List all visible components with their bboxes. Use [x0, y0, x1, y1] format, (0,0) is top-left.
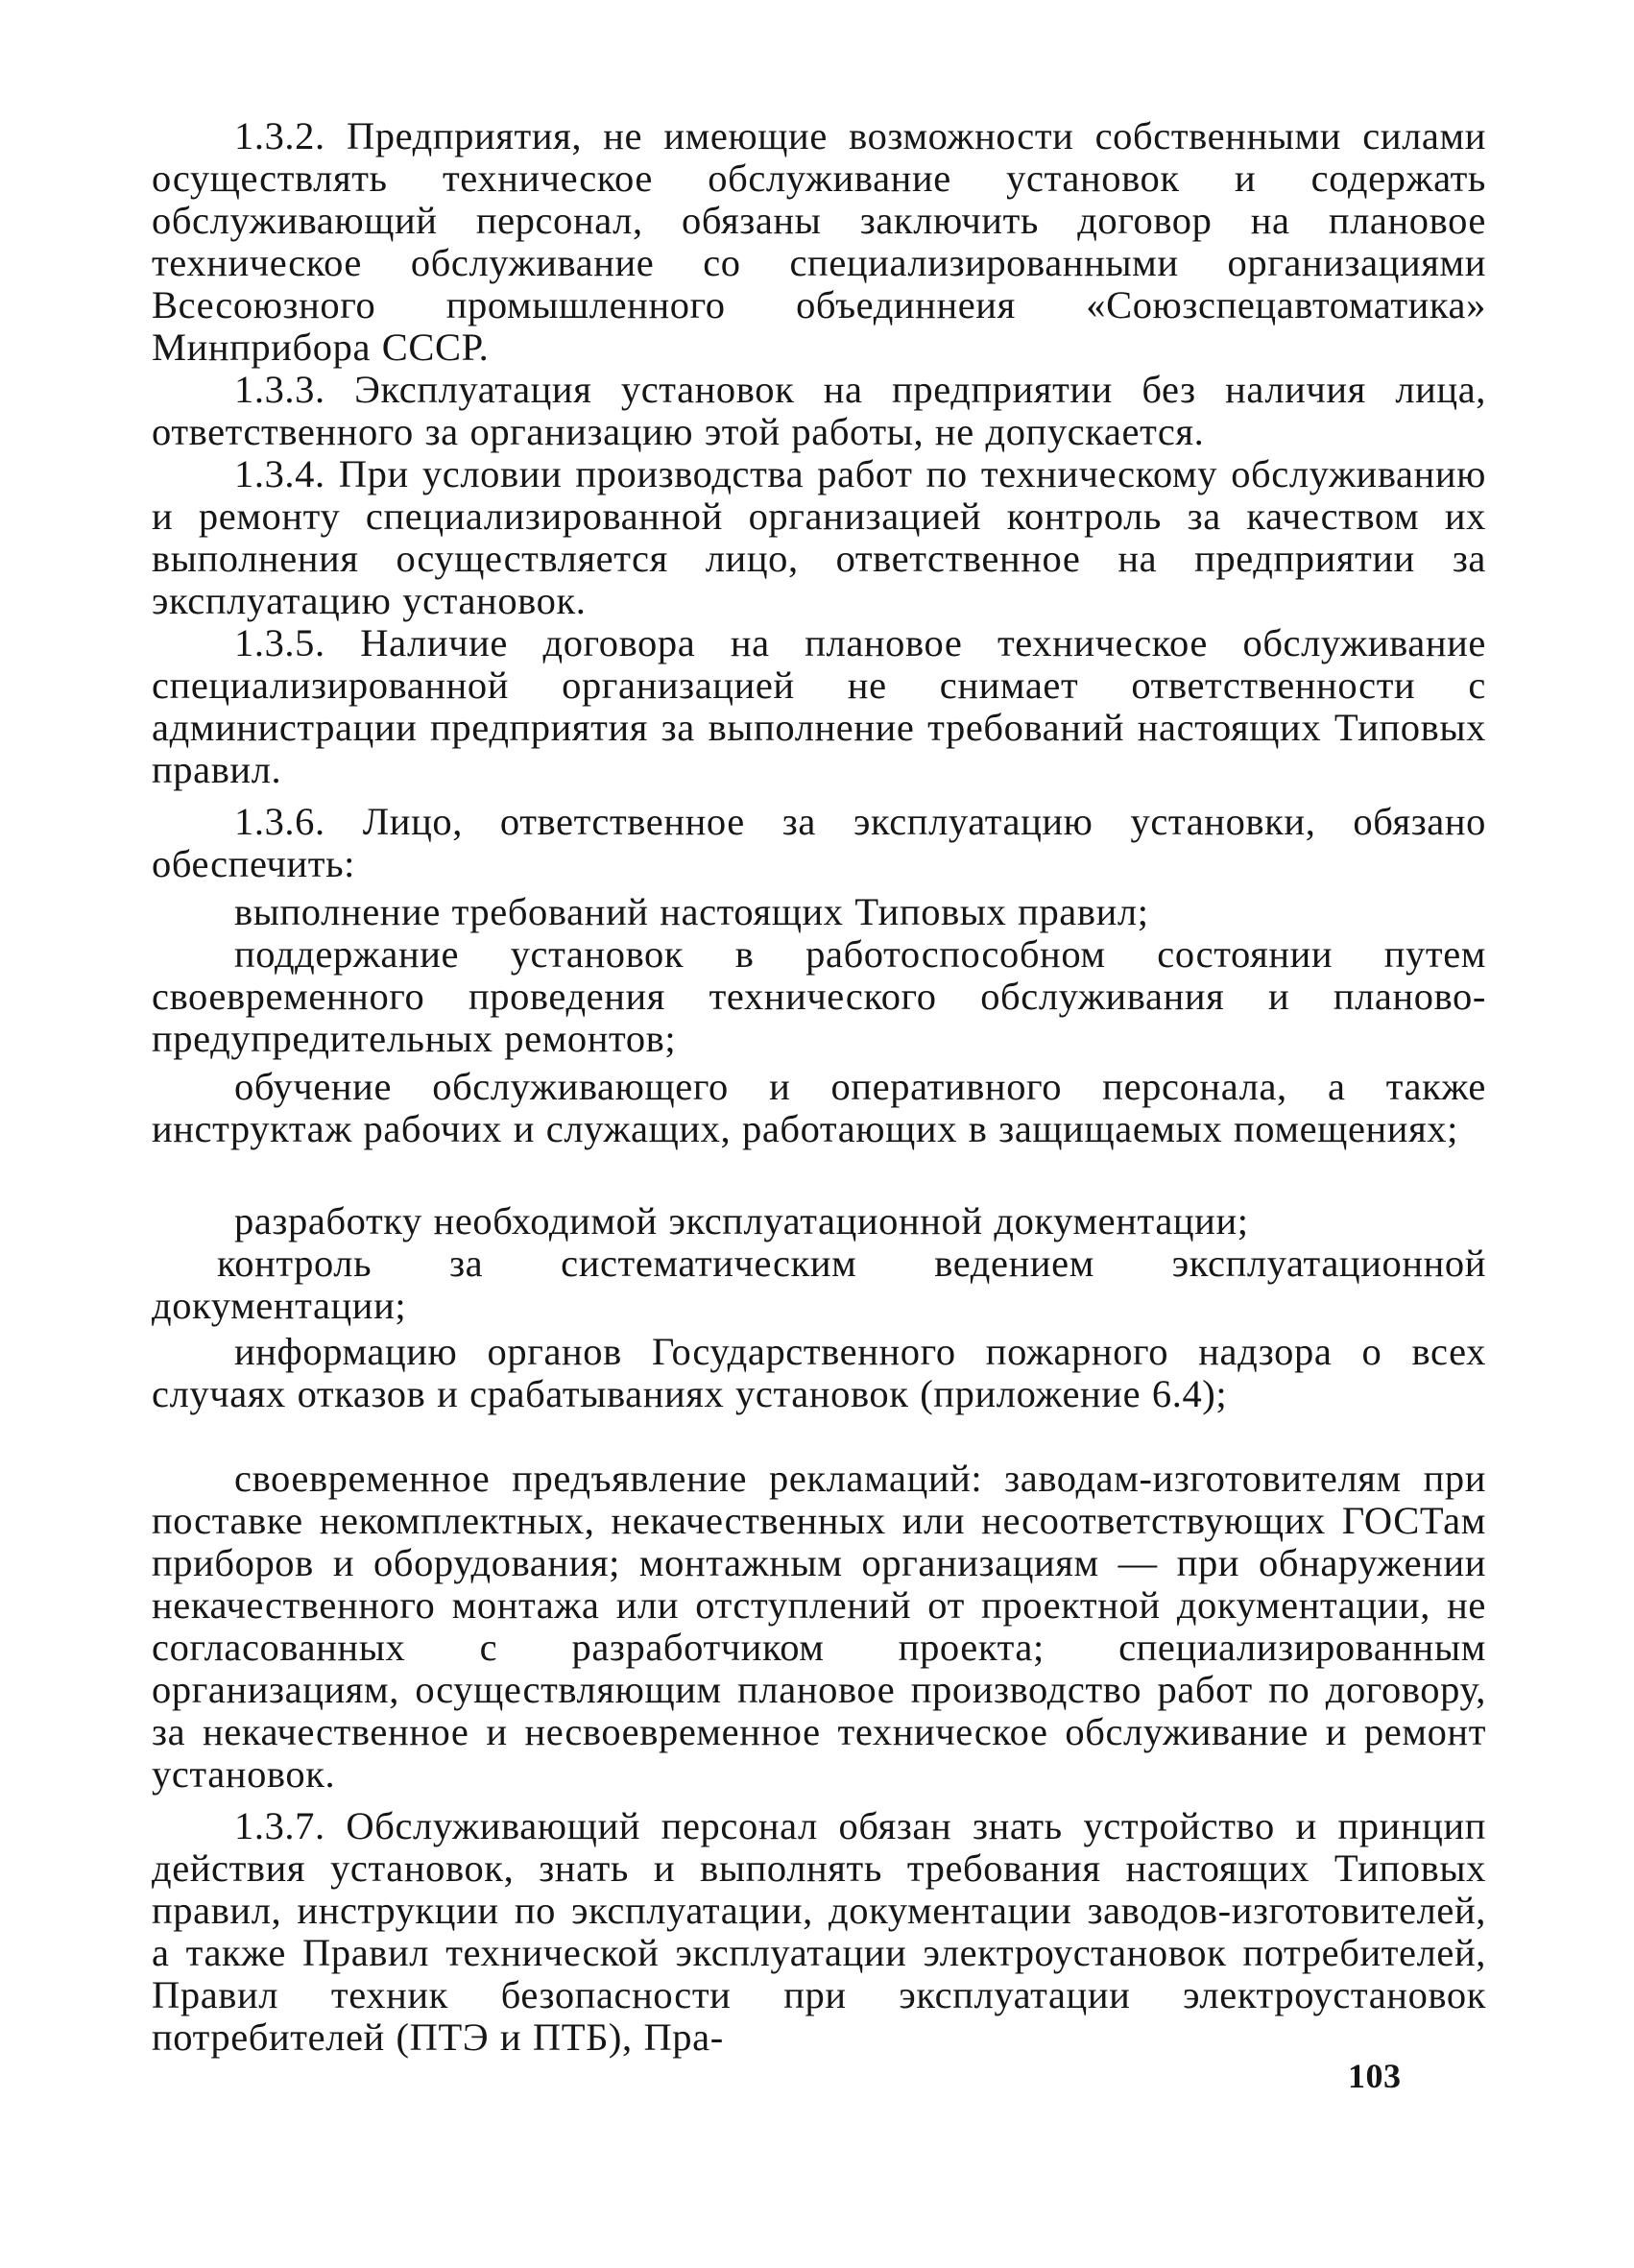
paragraph-1-3-5: 1.3.5. Наличие договора на плановое техническое обслуживание специализированной организацией не снимает ответственности с администрации предприятия за выполнение требований настоящих Типовых правил. — [152, 621, 1486, 791]
paragraph-1-3-4: 1.3.4. При условии производства работ по техническому обслуживанию и ремонту специализированной организацией контроль за качеством их выполнения осуществляется лицо, ответственное на предприятии за эксплуатацию установок. — [152, 452, 1486, 622]
paragraph-1-3-2: 1.3.2. Предприятия, не имеющие возможности собственными силами осуществлять техническое обслуживание установок и содержать обслуживающий персонал, обязаны заключить договор на плановое техническое обслуживание со специализированными организациями Всесоюзного промышленного объединнеия «Союзспецавтоматика» Минприбора СССР. — [152, 114, 1486, 369]
page-number: 103 — [1348, 2057, 1402, 2095]
list-item-claims: своевременное предъявление рекламаций: заводам-изготовителям при поставке некомплектных, некачественных или несоответствующих ГОСТам приборов и оборудования; монтажным организациям — при обнаружении некачественного монтажа или отступлений от проектной документации, не согласованных с разработчиком проекта; специализированным организациям, осуществляющим плановое производство работ по договору, за некачественное и несвоевременное техническое обслуживание и ремонт установок. — [152, 1457, 1486, 1796]
paragraph-1-3-7: 1.3.7. Обслуживающий персонал обязан знать устройство и принцип действия установок, знать и выполнять требования настоящих Типовых правил, инструкции по эксплуатации, документации заводов-изготовителей, а также Правил технической эксплуатации электроустановок потребителей, Правил техник безопасности при эксплуатации электроустановок потребителей (ПТЭ и ПТБ), Пра- — [152, 1804, 1486, 2059]
list-item-requirements: выполнение требований настоящих Типовых правил; — [234, 890, 1149, 933]
list-item-documentation-control: контроль за систематическим ведением эксплуатационной документации; — [152, 1242, 1486, 1327]
list-item-maintenance: поддержание установок в работоспособном состоянии путем своевременного проведения технического обслуживания и планово-предупредительных ремонтов; — [152, 932, 1486, 1060]
paragraph-1-3-6: 1.3.6. Лицо, ответственное за эксплуатацию установки, обязано обеспечить: — [152, 800, 1486, 885]
list-item-information: информацию органов Государственного пожарного надзора о всех случаях отказов и срабатываниях установок (приложение 6.4); — [152, 1330, 1486, 1415]
paragraph-1-3-3: 1.3.3. Эксплуатация установок на предприятии без наличия лица, ответственного за организацию этой работы, не допускается. — [152, 368, 1486, 453]
list-item-documentation: разработку необходимой эксплуатационной документации; — [234, 1199, 1249, 1243]
list-item-training: обучение обслуживающего и оперативного персонала, а также инструктаж рабочих и служащих, работающих в защищаемых помещениях; — [152, 1065, 1486, 1150]
